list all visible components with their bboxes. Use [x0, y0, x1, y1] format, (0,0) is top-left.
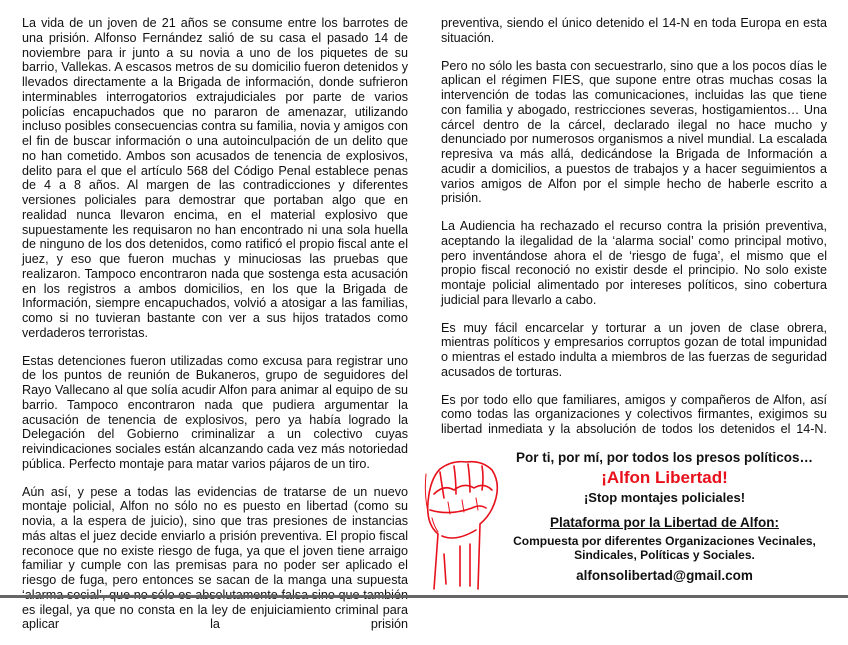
paragraph: preventiva, siendo el único detenido el 14-N en toda Europa en esta situación.: [441, 16, 827, 45]
slogan: ¡Stop montajes policiales!: [583, 489, 746, 505]
closing-row: [420, 450, 827, 594]
slogan: Por ti, por mí, por todos los presos políticos…: [515, 449, 814, 465]
closing-block: [502, 450, 827, 583]
right-column: [441, 16, 827, 594]
paragraph: Pero no sólo les basta con secuestrarlo, sino que a los pocos días le aplican el régimen FIES, que supone entre otras muchas cosas la intervención de todas las comunicaciones, incluidas las que tiene con familia y abogado, restricciones severas, hostigamientos… Una cárcel dentro de la cárcel, declarado ilegal no hace mucho y denunciado por numerosos organismos a nivel mundial. La escalada represiva va más allá, dedicándose la Brigada de Información a acudir a domicilios, a puestos de trabajos y a hacer seguimientos a varios amigos de Alfon por el simple hecho de haberle escrito a prisión.: [441, 58, 827, 206]
headline: ¡Alfon Libertad!: [601, 467, 728, 487]
platform-composition: Compuesta por diferentes Organizaciones Vecinales, Sindicales, Políticas y Sociales.: [513, 533, 816, 562]
paragraph: Estas detenciones fueron utilizadas como excusa para registrar uno de los puntos de reunión de Bukaneros, grupo de seguidores del Rayo Vallecano al que solía acudir Alfon para animar al equipo de su barrio. Tampoco encontraron nada que pudiera argumentar la acusación de tenencia de explosivos, pero ya había logrado la Delegación del Gobierno criminalizar a un colectivo cuyas reivindicaciones sociales están alcanzando cada vez más notoriedad pública. Perfecto montaje para matar varios pájaros de un tiro.: [22, 353, 408, 471]
paragraph: Es por todo ello que familiares, amigos y compañeros de Alfon, así como todas las organizaciones y colectivos firmantes, exigimos su libertad inmediata y la absolución de todos los detenidos el 14-N.: [441, 392, 827, 436]
contact-email: alfonsolibertad@gmail.com: [576, 567, 753, 583]
paragraph: La vida de un joven de 21 años se consume entre los barrotes de una prisión. Alfonso Fernández salió de su casa el pasado 14 de noviembre para ir junto a su novia a uno de los piquetes de su barrio, Vallekas. A escasos metros de su domicilio fueron detenidos y llevados directamente a la Brigada de información, donde sufrieron interminables interrogatorios extrajudiciales por parte de varios policías encapuchados que no pararon de amenazar, utilizando incluso posibles consecuencias contra su familia, novia y amigos con el fin de buscar información o una autoinculpación de un delito que no han cometido. Ambos son acusados de tenencia de explosivos, delito para el que el artículo 568 del Código Penal establece penas de 4 a 8 años. Al margen de las contradicciones y diferentes versiones policiales para demostrar que portaban algo que en realidad nunca llevaron encima, en el material explosivo que supuestamente les requisaron no han encontrado ni una sola huella de ninguno de los dos detenidos, como ratificó el propio fiscal ante el juez, y eso que fueron muchas y minuciosas las pruebas que realizaron. Tampoco encontraron nada que sostenga esta acusación en los registros a ambos domicilios, en los que la Brigada de Información, siempre encapuchados, volvió a atosigar a las familias, como si no tuvieran bastante con ver a sus hijos tratados como verdaderos terroristas.: [22, 16, 408, 340]
paragraph: La Audiencia ha rechazado el recurso contra la prisión preventiva, aceptando la ilegalidad de la ‘alarma social’ como principal motivo, pero inventándose ahora el de ‘riesgo de fuga’, el mismo que el propio fiscal reconoció no existir desde el principio. No solo existe montaje policial alimentado por intereses políticos, sino cobertura judicial para llevarlo a cabo.: [441, 219, 827, 307]
paragraph: Es muy fácil encarcelar y torturar a un joven de clase obrera, mientras políticos y empresarios corruptos gozan de total impunidad o mientras el estado indulta a miembros de las fuerzas de seguridad acusados de torturas.: [441, 320, 827, 379]
left-column: [22, 16, 408, 645]
platform-title: Plataforma por la Libertad de Alfon:: [549, 514, 780, 530]
raised-fist-icon: [420, 454, 502, 594]
paragraph: Aún así, y pese a todas las evidencias de tratarse de un nuevo montaje policial, Alfon no sólo no es puesto en libertad (como su novia, a la espera de juicio), sino que tras presiones de instancias más altas el juez decide enviarlo a prisión preventiva. El propio fiscal reconoce que no existe riesgo de fuga, ya que el joven tiene arraigo familiar y cumple con las premisas para no poder ser aplicado el riesgo de fuga, pero entonces se sacan de la manga una supuesta es ilegal, ya que no consta en la ley de enjuiciamiento criminal para aplicar la prisión: [22, 484, 408, 632]
